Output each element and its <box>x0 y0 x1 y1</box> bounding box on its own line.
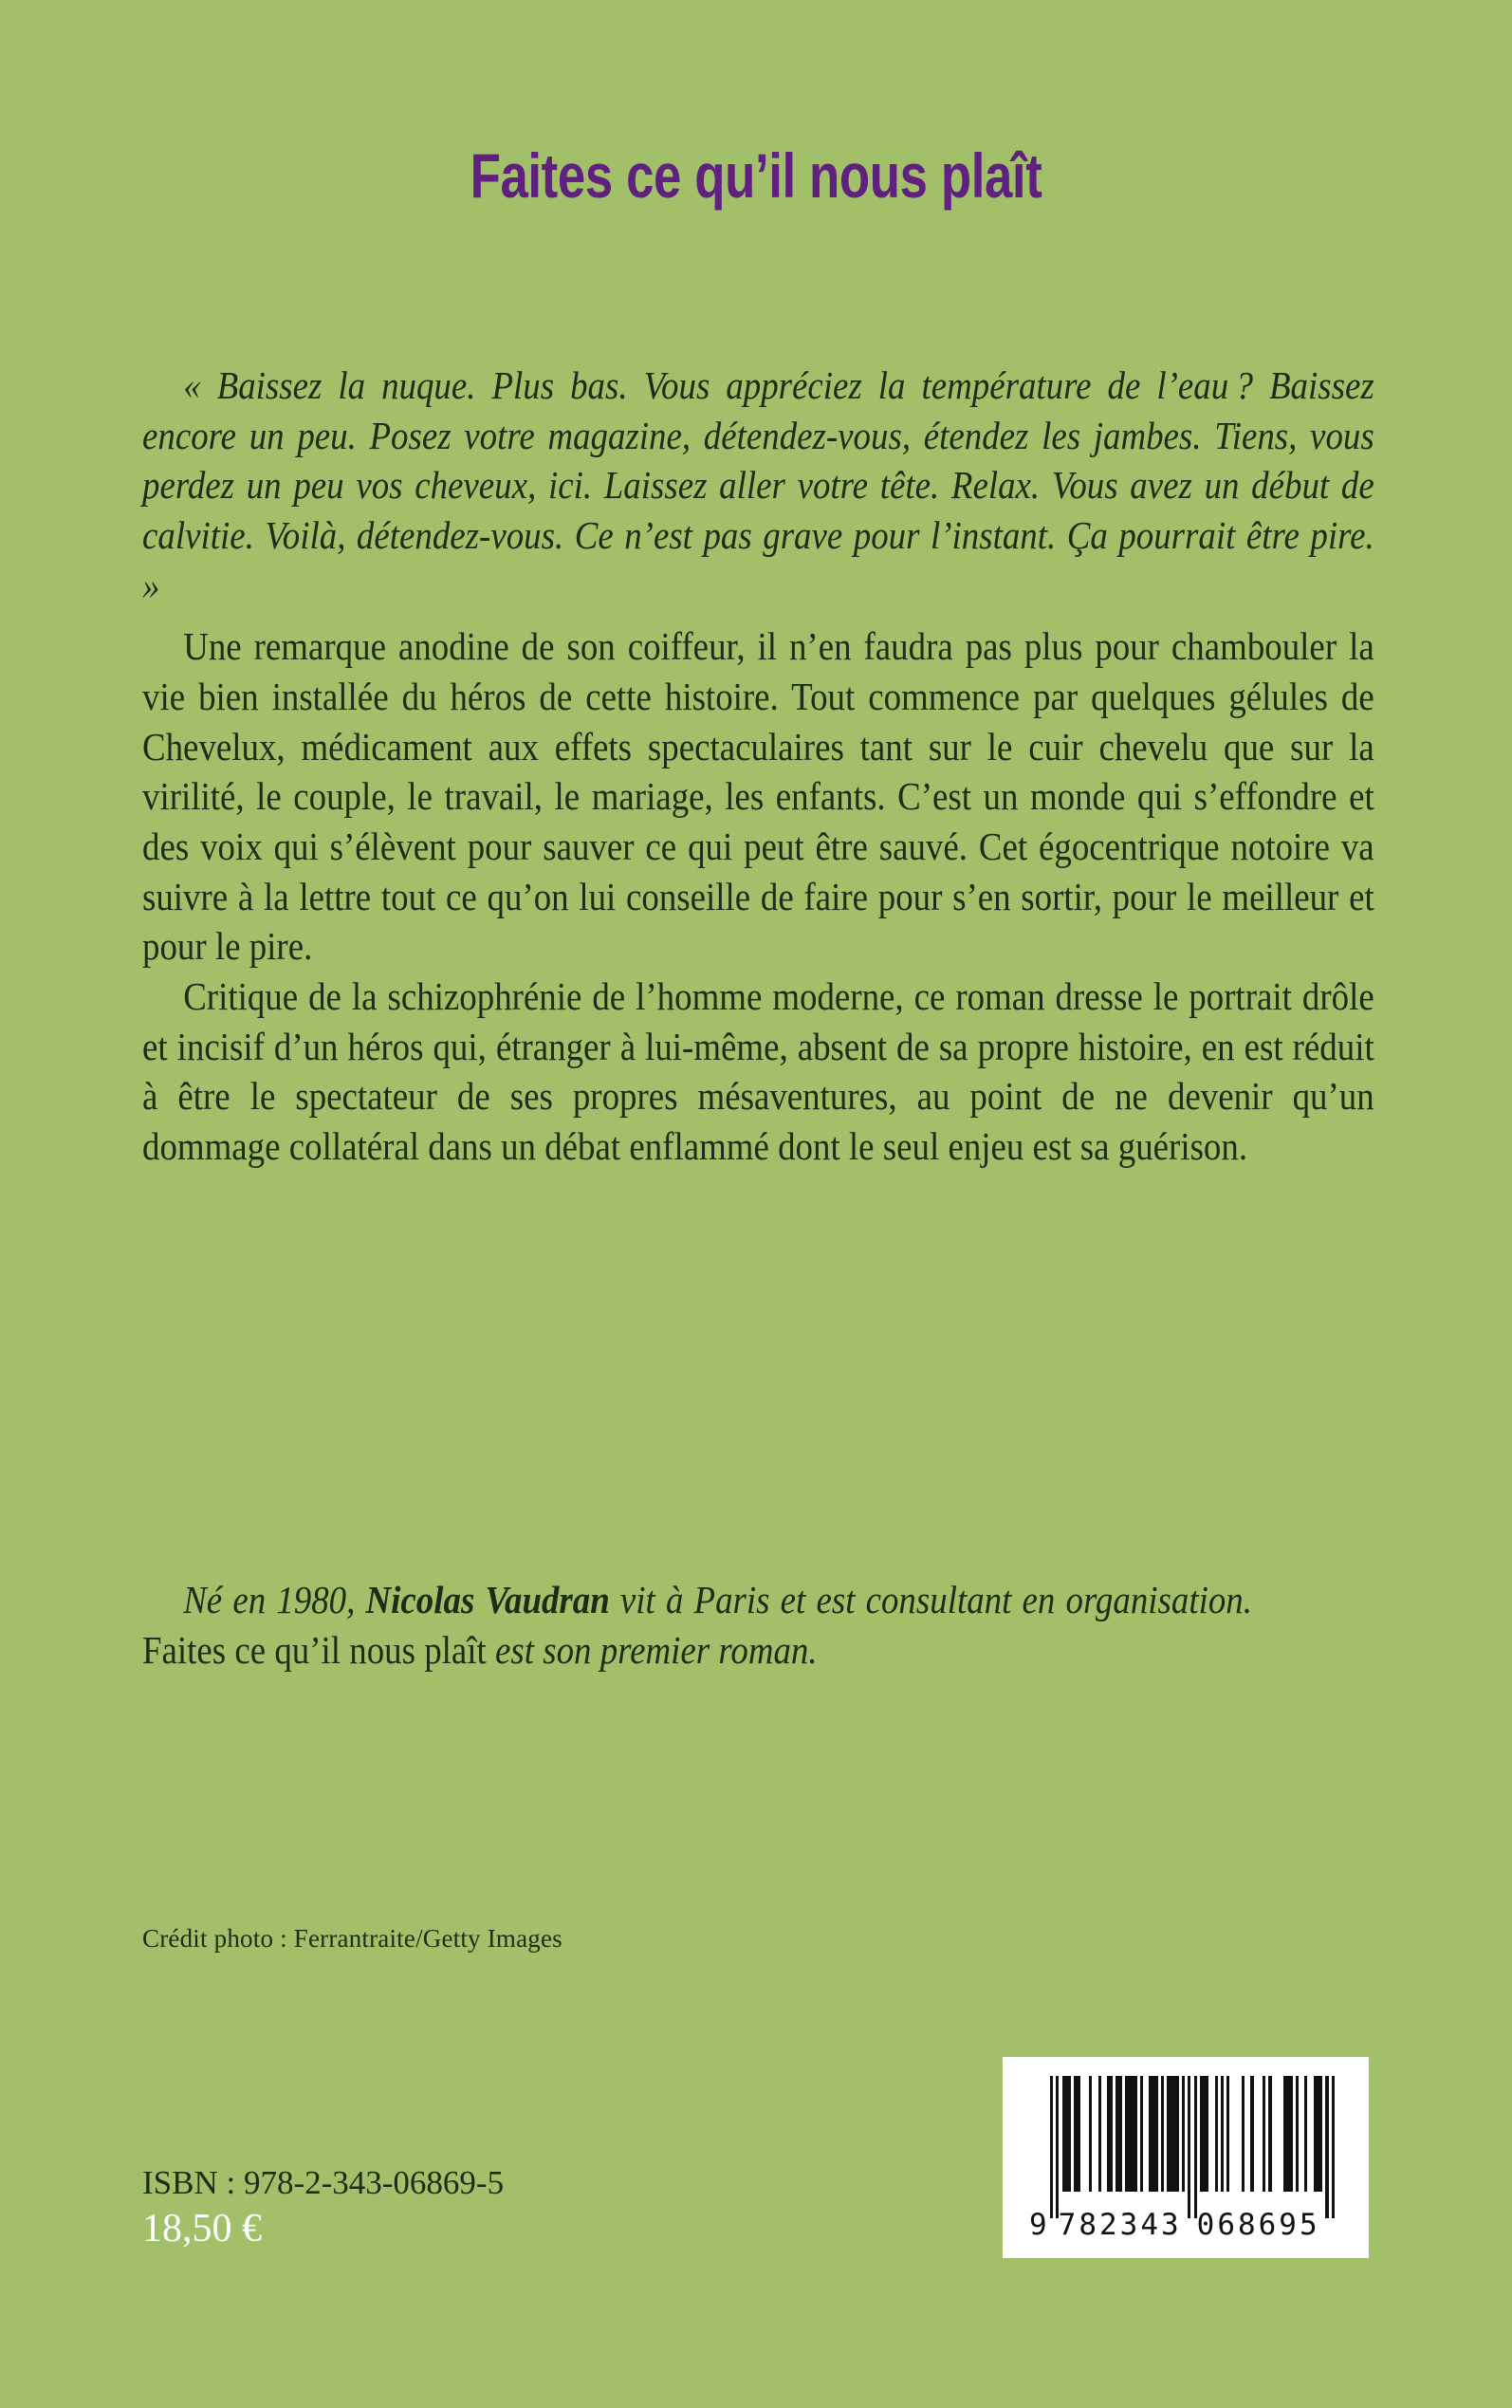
barcode-space <box>1229 2076 1242 2077</box>
author-bio <box>142 1575 1252 1675</box>
barcode-space <box>1080 2076 1089 2077</box>
bio-after-name: vit à Paris et est consultant en organisation. <box>609 1578 1252 1621</box>
barcode-bar <box>1226 2076 1229 2192</box>
barcode-bar <box>1304 2076 1307 2192</box>
bio-before-name: Né en 1980, <box>183 1578 366 1621</box>
price-label: 18,50 € <box>142 2207 262 2251</box>
bio-book-title: Faites ce qu’il nous plaît <box>142 1627 487 1672</box>
bio-tail: est son premier roman. <box>486 1627 818 1672</box>
barcode-space <box>1272 2076 1284 2077</box>
barcode-bar <box>1074 2076 1079 2192</box>
barcode-bar <box>1089 2076 1092 2192</box>
photo-credit: Crédit photo : Ferrantraite/Getty Images <box>142 1924 562 1953</box>
barcode-digits <box>1029 2209 1348 2241</box>
barcode-bar <box>1050 2076 1053 2218</box>
barcode-bar <box>1283 2076 1292 2192</box>
barcode-bar <box>1107 2076 1113 2192</box>
barcode-left-group: 782343 <box>1058 2208 1182 2242</box>
blurb-text-column <box>142 361 1375 1172</box>
barcode-bar <box>1325 2076 1328 2218</box>
barcode-bar <box>1194 2076 1197 2218</box>
barcode-bar <box>1200 2076 1208 2192</box>
barcode <box>1003 2057 1369 2258</box>
barcode-bar <box>1056 2076 1059 2218</box>
barcode-lead-digit: 9 <box>1029 2208 1047 2242</box>
barcode-right-group: 068695 <box>1196 2208 1320 2242</box>
barcode-bar <box>1314 2076 1322 2192</box>
author-name: Nicolas Vaudran <box>365 1578 610 1621</box>
barcode-bar <box>1161 2076 1164 2192</box>
page-title: Faites ce qu’il nous plaît <box>470 140 1042 211</box>
barcode-bar <box>1242 2076 1245 2192</box>
barcode-bar <box>1140 2076 1143 2192</box>
barcode-bar <box>1116 2076 1121 2192</box>
isbn-price-block <box>142 2163 504 2253</box>
barcode-bars <box>1050 2076 1335 2218</box>
synopsis-paragraph-2: Critique de la schizophrénie de l’homme moderne, ce roman dresse le portrait drôle et incisif d’un héros qui, étranger à lui-même, absent de sa propre histoire, en est réduit à être le spectateur de ses propres mésaventures, au point de ne devenir qu’un dommage collatéral dans un débat enflammé dont le seul enjeu est sa guérison. <box>142 974 1374 1169</box>
barcode-space <box>1254 2076 1263 2077</box>
barcode-bar <box>1268 2076 1271 2192</box>
barcode-bar <box>1182 2076 1185 2192</box>
barcode-bar <box>1215 2076 1218 2192</box>
barcode-bar <box>1250 2076 1253 2192</box>
barcode-bar <box>1149 2076 1157 2192</box>
barcode-bar <box>1062 2076 1071 2192</box>
barcode-bar <box>1296 2076 1299 2192</box>
synopsis-paragraph-1: Une remarque anodine de son coiffeur, il n’en faudra pas plus pour chambouler la vie bien installée du héros de cette histoire. Tout commence par quelques gélules de Chevelux, médicament aux effets spectaculaires tant sur le cuir chevelu que sur la virilité, le couple, le travail, le mariage, les enfants. C’est un monde qui s’effondre et des voix qui s’élèvent pour sauver ce qui peut être sauvé. Cet égocentrique notoire va suivre à la lettre tout ce qu’on lui conseille de faire pour s’en sortir, pour le meilleur et pour le pire. <box>142 624 1374 969</box>
barcode-bar <box>1221 2076 1224 2192</box>
barcode-bar <box>1167 2076 1179 2192</box>
barcode-bar <box>1098 2076 1101 2192</box>
barcode-bar <box>1332 2076 1335 2218</box>
barcode-bar <box>1188 2076 1190 2218</box>
barcode-bar <box>1263 2076 1265 2192</box>
isbn-number: ISBN : 978-2-343-06869-5 <box>142 2164 505 2201</box>
opening-quote: « Baissez la nuque. Plus bas. Vous appréciez la température de l’eau ? Baissez encore un peu. Posez votre magazine, détendez-vous, étendez les jambes. Tiens, vous perdez un peu vos cheveux, ici. Laissez aller votre tête. Relax. Vous avez un début de calvitie. Voilà, détendez-vous. Ce n’est pas grave pour l’instant. Ça pourrait être pire. » <box>142 363 1374 607</box>
barcode-bar <box>1125 2076 1137 2192</box>
